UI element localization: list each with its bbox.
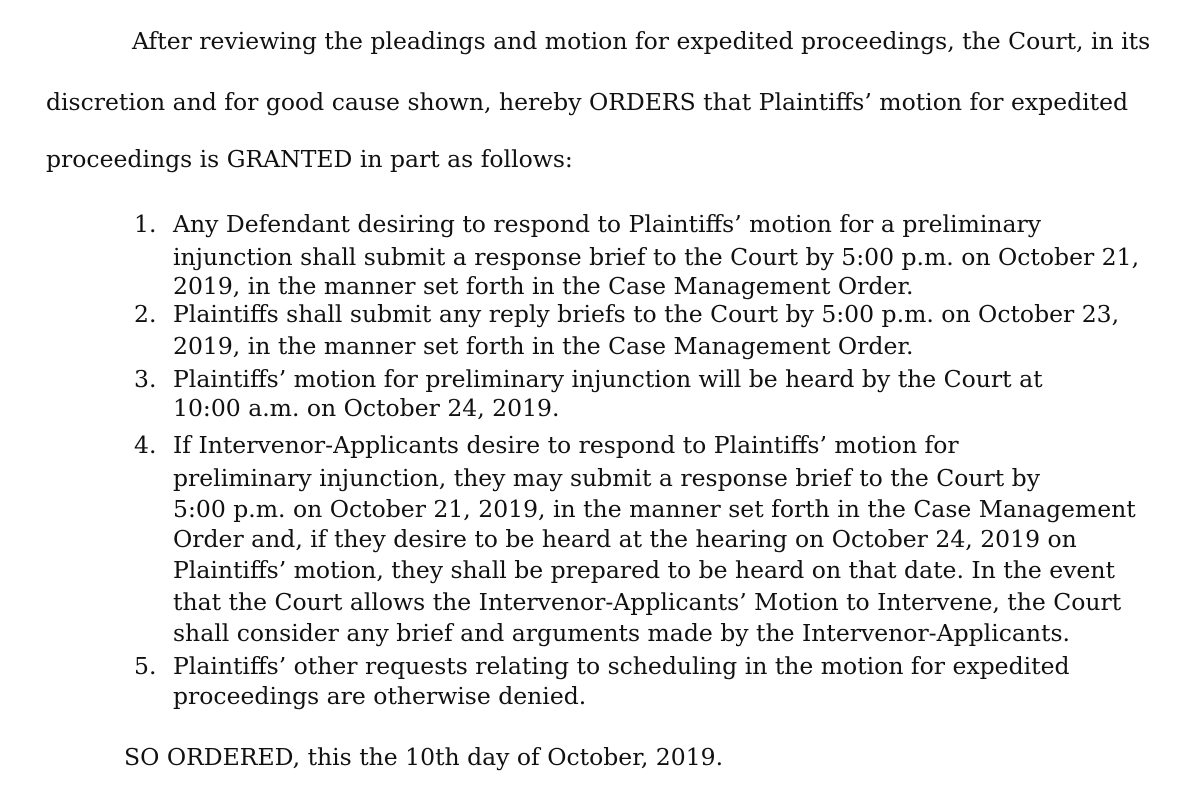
order-item-line: 10:00 a.m. on October 24, 2019. (173, 394, 560, 422)
order-item-line: If Intervenor-Applicants desire to respond to Plaintiffs’ motion for (173, 431, 959, 459)
order-item-line: Plaintiffs’ motion, they shall be prepared to be heard on that date. In the event (173, 556, 1115, 584)
intro-line-2: discretion and for good cause shown, hereby ORDERS that Plaintiffs’ motion for expedited (46, 88, 1129, 116)
order-item-line: proceedings are otherwise denied. (173, 682, 587, 710)
order-item-line: Plaintiffs’ motion for preliminary injunction will be heard by the Court at (173, 365, 1043, 393)
order-item-line: Order and, if they desire to be heard at the hearing on October 24, 2019 on (173, 525, 1077, 553)
order-item-line: 5:00 p.m. on October 21, 2019, in the manner set forth in the Case Management (173, 495, 1136, 523)
order-item-number: 1. (134, 210, 157, 238)
intro-line-1: After reviewing the pleadings and motion for expedited proceedings, the Court, in its (132, 27, 1151, 55)
so-ordered-line: SO ORDERED, this the 10th day of October, 2019. (124, 743, 724, 771)
order-item-line: injunction shall submit a response brief to the Court by 5:00 p.m. on October 21, (173, 243, 1140, 271)
order-item-line: that the Court allows the Intervenor-Applicants’ Motion to Intervene, the Court (173, 588, 1122, 616)
order-item-line: 2019, in the manner set forth in the Case Management Order. (173, 332, 914, 360)
intro-line-3: proceedings is GRANTED in part as follows: (46, 145, 573, 173)
order-item-number: 2. (134, 300, 157, 328)
order-item-line: Plaintiffs shall submit any reply briefs to the Court by 5:00 p.m. on October 23, (173, 300, 1120, 328)
order-item-number: 5. (134, 652, 157, 680)
order-item-line: Any Defendant desiring to respond to Plaintiffs’ motion for a preliminary (173, 210, 1042, 238)
order-item-line: shall consider any brief and arguments made by the Intervenor-Applicants. (173, 619, 1070, 647)
order-item-line: preliminary injunction, they may submit a response brief to the Court by (173, 464, 1040, 492)
order-item-line: 2019, in the manner set forth in the Case Management Order. (173, 272, 914, 300)
order-item-line: Plaintiffs’ other requests relating to scheduling in the motion for expedited (173, 652, 1070, 680)
order-item-number: 4. (134, 431, 157, 459)
order-item-number: 3. (134, 365, 157, 393)
